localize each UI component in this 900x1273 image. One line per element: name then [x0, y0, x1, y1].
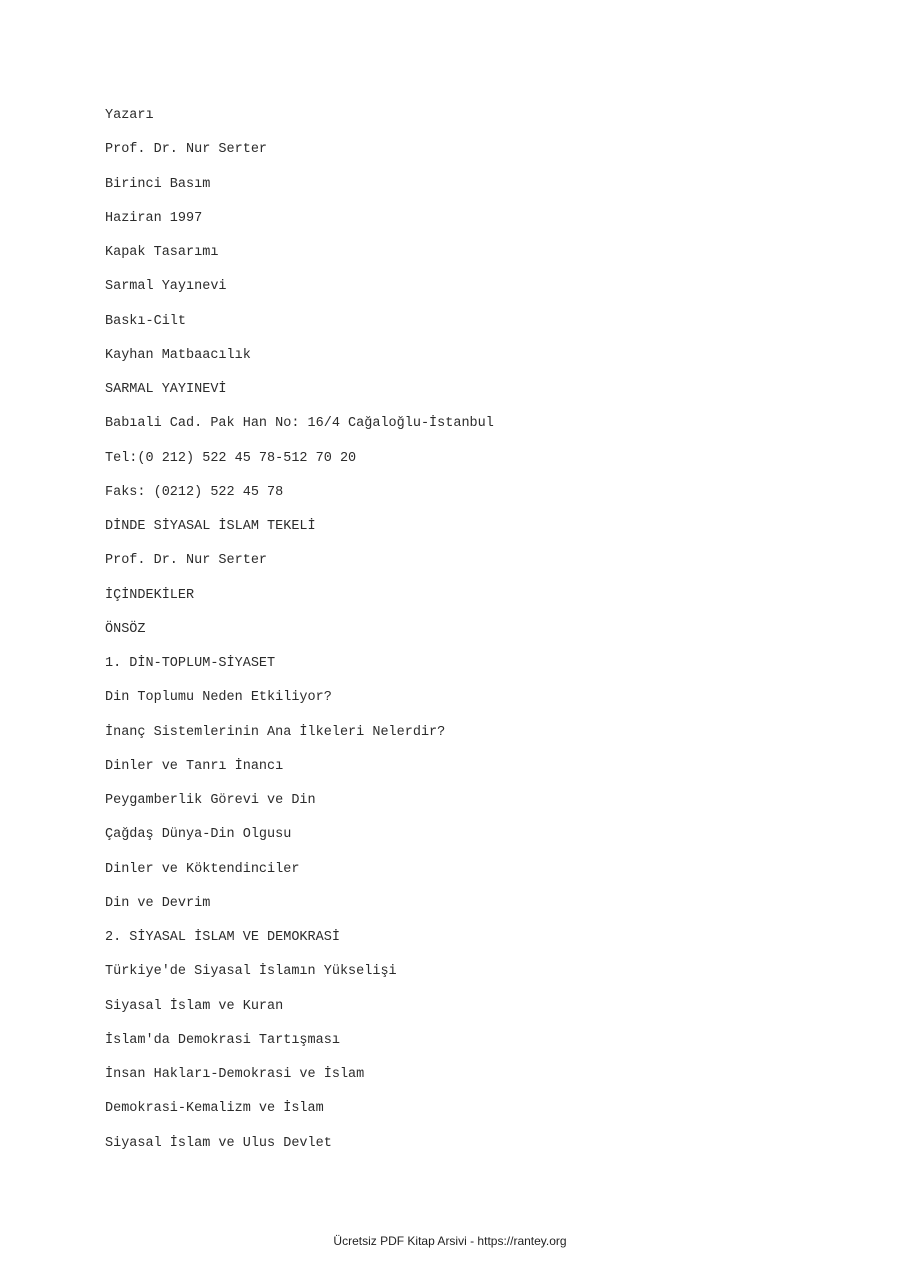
text-line: Haziran 1997: [105, 210, 203, 226]
text-line: Demokrasi-Kemalizm ve İslam: [105, 1101, 324, 1117]
text-line: ÖNSÖZ: [105, 621, 146, 637]
text-line: Siyasal İslam ve Kuran: [105, 998, 284, 1014]
text-line: Din ve Devrim: [105, 895, 211, 911]
text-line: İslam'da Demokrasi Tartışması: [105, 1032, 340, 1048]
text-line: Çağdaş Dünya-Din Olgusu: [105, 827, 292, 843]
text-line: Babıali Cad. Pak Han No: 16/4 Cağaloğlu-İstanbul: [105, 416, 494, 432]
text-line: Sarmal Yayınevi: [105, 279, 227, 295]
text-line: Kayhan Matbaacılık: [105, 347, 251, 363]
text-line: Siyasal İslam ve Ulus Devlet: [105, 1135, 332, 1151]
text-line: Din Toplumu Neden Etkiliyor?: [105, 690, 332, 706]
text-line: Kapak Tasarımı: [105, 245, 219, 260]
text-line: DİNDE SİYASAL İSLAM TEKELİ: [105, 519, 316, 534]
text-line: Tel:(0 212) 522 45 78-512 70 20: [105, 450, 357, 466]
text-line: Faks: (0212) 522 45 78: [105, 484, 284, 500]
text-line: Dinler ve Tanrı İnancı: [105, 758, 284, 774]
text-line: İnanç Sistemlerinin Ana İlkeleri Nelerdir?: [105, 724, 446, 740]
text-line: 2. SİYASAL İSLAM VE DEMOKRASİ: [105, 930, 340, 945]
text-line: Peygamberlik Görevi ve Din: [105, 793, 316, 808]
text-line: Prof. Dr. Nur Serter: [105, 142, 268, 158]
page-footer: Ücretsiz PDF Kitap Arsivi - https://rantey.org: [333, 1234, 567, 1248]
text-line: 1. DİN-TOPLUM-SİYASET: [105, 656, 276, 671]
text-line: SARMAL YAYINEVİ: [105, 382, 227, 397]
text-line: Prof. Dr. Nur Serter: [105, 553, 268, 569]
text-line: Birinci Basım: [105, 176, 211, 192]
text-line: Türkiye'de Siyasal İslamın Yükselişi: [105, 964, 397, 980]
text-line: İnsan Hakları-Demokrasi ve İslam: [105, 1067, 365, 1082]
text-line: İÇİNDEKİLER: [105, 587, 195, 603]
text-line: Yazarı: [105, 108, 154, 123]
text-line: Dinler ve Köktendinciler: [105, 861, 300, 877]
text-lines: [105, 106, 494, 1168]
text-line: Baskı-Cilt: [105, 313, 187, 329]
